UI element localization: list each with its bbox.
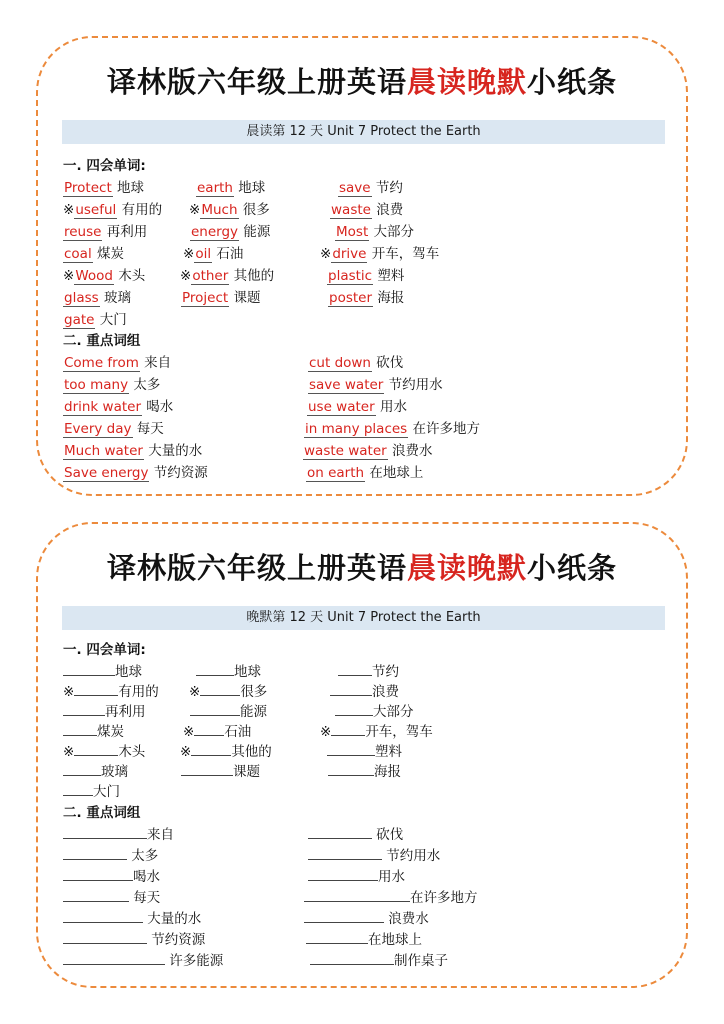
answer-blank[interactable]	[191, 742, 231, 756]
phrase-meaning: 砍伐	[376, 355, 404, 371]
phrase-meaning: 用水	[378, 869, 405, 885]
word-meaning: 有用的	[121, 202, 163, 218]
word-meaning: 节约	[372, 664, 399, 680]
answer-blank[interactable]	[63, 888, 129, 902]
phrase-answer: too many	[64, 377, 129, 393]
phrase-meaning: 在许多地方	[410, 890, 478, 906]
word-meaning: 海报	[374, 764, 401, 780]
word-meaning: 大部分	[373, 704, 414, 720]
key-word-mark: ※	[63, 268, 75, 284]
phrase-blank-item	[308, 846, 440, 866]
word-answer: Wood	[75, 268, 113, 284]
phrase-blank-item	[63, 888, 160, 908]
word-blank-item	[181, 762, 260, 782]
phrase-item	[308, 353, 403, 373]
section-phrases-heading: 二. 重点词组	[63, 333, 141, 349]
phrase-meaning: 每天	[136, 421, 164, 437]
word-meaning: 浪费	[372, 684, 399, 700]
phrase-meaning: 喝水	[146, 399, 174, 415]
word-answer: poster	[329, 290, 373, 306]
evening-dictation-card	[36, 522, 688, 988]
answer-blank[interactable]	[308, 825, 372, 839]
answer-blank[interactable]	[63, 951, 165, 965]
phrase-item	[307, 397, 407, 417]
word-item	[328, 288, 404, 308]
phrase-item	[63, 441, 202, 461]
word-item	[189, 200, 270, 220]
word-meaning: 煤炭	[97, 246, 125, 262]
phrase-meaning: 用水	[379, 399, 407, 415]
word-meaning: 地球	[117, 180, 145, 196]
word-meaning: 能源	[243, 224, 271, 240]
answer-blank[interactable]	[196, 662, 234, 676]
word-answer: waste	[331, 202, 371, 218]
word-item	[180, 266, 274, 286]
phrase-answer: waste water	[304, 443, 387, 459]
card-title	[38, 546, 686, 587]
word-answer: save	[339, 180, 371, 196]
word-meaning: 地球	[115, 664, 142, 680]
phrase-answer: save water	[309, 377, 384, 393]
phrase-blank-item	[304, 888, 478, 908]
word-meaning: 能源	[240, 704, 267, 720]
word-blank-item	[330, 682, 399, 702]
word-blank-item	[189, 682, 267, 702]
word-meaning: 大部分	[373, 224, 415, 240]
key-word-mark: ※	[189, 684, 201, 700]
word-answer: oil	[195, 246, 212, 262]
phrase-item	[63, 463, 208, 483]
word-answer: drive	[332, 246, 367, 262]
word-meaning: 开车，驾车	[371, 246, 440, 262]
answer-blank[interactable]	[63, 825, 147, 839]
phrase-meaning: 浪费水	[392, 443, 433, 459]
word-meaning: 木头	[118, 744, 146, 760]
phrase-answer: Much water	[64, 443, 143, 459]
title-suffix: 小纸条	[527, 65, 618, 99]
phrase-answer: use water	[308, 399, 375, 415]
title-suffix: 小纸条	[527, 551, 618, 585]
answer-blank[interactable]	[190, 702, 240, 716]
title-text: 译林版六年级上册英语	[106, 65, 407, 99]
answer-blank[interactable]	[194, 722, 224, 736]
word-answer: reuse	[64, 224, 102, 240]
word-meaning: 有用的	[118, 684, 159, 700]
phrase-blank-item	[63, 930, 205, 950]
key-word-mark: ※	[63, 684, 75, 700]
word-meaning: 其他的	[233, 268, 275, 284]
phrase-meaning: 太多	[131, 848, 159, 864]
word-item	[338, 178, 403, 198]
title-highlight: 晨读晚默	[406, 551, 527, 585]
answer-blank[interactable]	[200, 682, 240, 696]
answer-blank[interactable]	[63, 782, 93, 796]
phrase-blank-item	[63, 867, 160, 887]
phrase-item	[304, 419, 480, 439]
phrase-blank-item	[63, 909, 201, 929]
word-blank-item	[183, 722, 251, 742]
word-meaning: 很多	[242, 202, 270, 218]
answer-blank[interactable]	[310, 951, 394, 965]
phrase-answer: Come from	[64, 355, 139, 371]
phrase-answer: Save energy	[64, 465, 149, 481]
answer-blank[interactable]	[330, 682, 372, 696]
phrase-answer: Every day	[64, 421, 132, 437]
word-meaning: 地球	[238, 180, 266, 196]
answer-blank[interactable]	[74, 742, 118, 756]
key-word-mark: ※	[180, 744, 192, 760]
word-meaning: 木头	[118, 268, 146, 284]
answer-blank[interactable]	[338, 662, 372, 676]
word-meaning: 节约	[375, 180, 403, 196]
key-word-mark: ※	[63, 202, 75, 218]
word-meaning: 开车，驾车	[365, 724, 433, 740]
word-answer: other	[192, 268, 229, 284]
word-meaning: 石油	[216, 246, 244, 262]
answer-blank[interactable]	[63, 867, 133, 881]
word-item	[63, 222, 147, 242]
word-meaning: 地球	[234, 664, 261, 680]
phrase-meaning: 每天	[133, 890, 161, 906]
phrase-meaning: 太多	[133, 377, 161, 393]
word-blank-item	[63, 762, 128, 782]
answer-blank[interactable]	[304, 909, 384, 923]
key-word-mark: ※	[189, 202, 201, 218]
word-answer: Protect	[64, 180, 112, 196]
word-blank-item	[63, 662, 142, 682]
word-meaning: 再利用	[105, 704, 146, 720]
answer-blank[interactable]	[306, 930, 368, 944]
word-item	[190, 222, 270, 242]
answer-blank[interactable]	[331, 722, 365, 736]
phrase-meaning: 砍伐	[376, 827, 404, 843]
phrase-meaning: 许多能源	[169, 953, 224, 969]
phrase-answer: drink water	[64, 399, 141, 415]
phrase-meaning: 喝水	[133, 869, 160, 885]
answer-blank[interactable]	[308, 867, 378, 881]
phrase-item	[306, 463, 423, 483]
morning-reading-card	[36, 36, 688, 496]
word-blank-item	[320, 722, 433, 742]
phrase-meaning: 大量的水	[147, 911, 202, 927]
section-words-heading: 一. 四会单词:	[63, 158, 146, 174]
word-answer: earth	[197, 180, 233, 196]
word-meaning: 浪费	[376, 202, 404, 218]
phrase-item	[63, 397, 173, 417]
answer-blank[interactable]	[327, 742, 375, 756]
word-meaning: 大门	[93, 784, 120, 800]
word-answer: Much	[201, 202, 238, 218]
word-blank-item	[63, 742, 145, 762]
phrase-meaning: 节约资源	[153, 465, 208, 481]
phrase-meaning: 在许多地方	[412, 421, 481, 437]
key-word-mark: ※	[63, 744, 75, 760]
word-meaning: 煤炭	[97, 724, 124, 740]
word-meaning: 塑料	[377, 268, 405, 284]
key-word-mark: ※	[320, 724, 332, 740]
phrase-meaning: 大量的水	[148, 443, 203, 459]
phrase-meaning: 节约资源	[151, 932, 206, 948]
word-blank-item	[63, 782, 120, 802]
word-meaning: 课题	[233, 764, 260, 780]
key-word-mark: ※	[183, 246, 195, 262]
title-text: 译林版六年级上册英语	[106, 551, 407, 585]
word-answer: gate	[64, 312, 95, 328]
word-blank-item	[335, 702, 414, 722]
phrase-blank-item	[308, 867, 405, 887]
word-item	[63, 200, 162, 220]
phrase-blank-item	[306, 930, 422, 950]
word-meaning: 海报	[377, 290, 405, 306]
phrase-blank-item	[310, 951, 448, 971]
phrase-blank-item	[304, 909, 429, 929]
answer-blank[interactable]	[335, 702, 373, 716]
phrase-item	[308, 375, 443, 395]
key-word-mark: ※	[320, 246, 332, 262]
word-item	[63, 310, 127, 330]
phrase-meaning: 在地球上	[369, 465, 424, 481]
word-blank-item	[63, 702, 146, 722]
answer-blank[interactable]	[74, 682, 118, 696]
phrase-meaning: 在地球上	[368, 932, 422, 948]
word-meaning: 石油	[224, 724, 252, 740]
word-answer: useful	[75, 202, 117, 218]
word-blank-item	[63, 722, 124, 742]
key-word-mark: ※	[183, 724, 195, 740]
word-meaning: 很多	[240, 684, 268, 700]
word-item	[63, 178, 144, 198]
answer-blank[interactable]	[181, 762, 233, 776]
key-word-mark: ※	[180, 268, 192, 284]
phrase-meaning: 节约用水	[388, 377, 443, 393]
answer-blank[interactable]	[63, 762, 101, 776]
word-item	[63, 288, 131, 308]
answer-blank[interactable]	[63, 930, 147, 944]
word-blank-item	[327, 742, 402, 762]
word-answer: plastic	[328, 268, 373, 284]
phrase-answer: in many places	[305, 421, 408, 437]
word-item	[330, 200, 403, 220]
answer-blank[interactable]	[63, 702, 105, 716]
answer-blank[interactable]	[308, 846, 382, 860]
answer-blank[interactable]	[304, 888, 410, 902]
day-unit-band: 晚默第 12 天 Unit 7 Protect the Earth	[62, 606, 665, 630]
day-unit-band: 晨读第 12 天 Unit 7 Protect the Earth	[62, 120, 665, 144]
section-words-heading: 一. 四会单词:	[63, 642, 146, 658]
card-title	[38, 60, 686, 101]
word-meaning: 玻璃	[103, 290, 131, 306]
word-item	[327, 266, 404, 286]
word-item	[63, 266, 145, 286]
phrase-meaning: 来自	[144, 355, 172, 371]
word-meaning: 课题	[233, 290, 261, 306]
phrase-meaning: 制作桌子	[394, 953, 448, 969]
phrase-answer: cut down	[309, 355, 371, 371]
word-answer: energy	[191, 224, 239, 240]
word-item	[183, 244, 243, 264]
word-item	[320, 244, 439, 264]
word-blank-item	[190, 702, 267, 722]
phrase-item	[63, 353, 171, 373]
phrase-meaning: 节约用水	[386, 848, 441, 864]
answer-blank[interactable]	[63, 722, 97, 736]
word-blank-item	[63, 682, 159, 702]
answer-blank[interactable]	[63, 909, 143, 923]
phrase-item	[63, 375, 160, 395]
section-phrases-heading: 二. 重点词组	[63, 805, 141, 821]
answer-blank[interactable]	[328, 762, 374, 776]
phrase-blank-item	[308, 825, 403, 845]
word-meaning: 玻璃	[101, 764, 128, 780]
phrase-meaning: 来自	[147, 827, 174, 843]
word-blank-item	[338, 662, 399, 682]
phrase-meaning: 浪费水	[388, 911, 429, 927]
answer-blank[interactable]	[63, 662, 115, 676]
word-item	[196, 178, 265, 198]
word-meaning: 塑料	[375, 744, 402, 760]
word-answer: Most	[336, 224, 369, 240]
word-blank-item	[328, 762, 401, 782]
word-meaning: 其他的	[231, 744, 272, 760]
word-item	[181, 288, 261, 308]
word-blank-item	[196, 662, 261, 682]
phrase-item	[303, 441, 433, 461]
word-blank-item	[180, 742, 272, 762]
word-answer: Project	[182, 290, 229, 306]
word-item	[335, 222, 414, 242]
word-meaning: 再利用	[106, 224, 148, 240]
title-highlight: 晨读晚默	[406, 65, 527, 99]
word-answer: glass	[64, 290, 99, 306]
word-meaning: 大门	[99, 312, 127, 328]
answer-blank[interactable]	[63, 846, 127, 860]
phrase-blank-item	[63, 825, 174, 845]
phrase-item	[63, 419, 164, 439]
phrase-blank-item	[63, 951, 223, 971]
phrase-answer: on earth	[307, 465, 365, 481]
phrase-blank-item	[63, 846, 158, 866]
word-answer: coal	[64, 246, 92, 262]
word-item	[63, 244, 124, 264]
